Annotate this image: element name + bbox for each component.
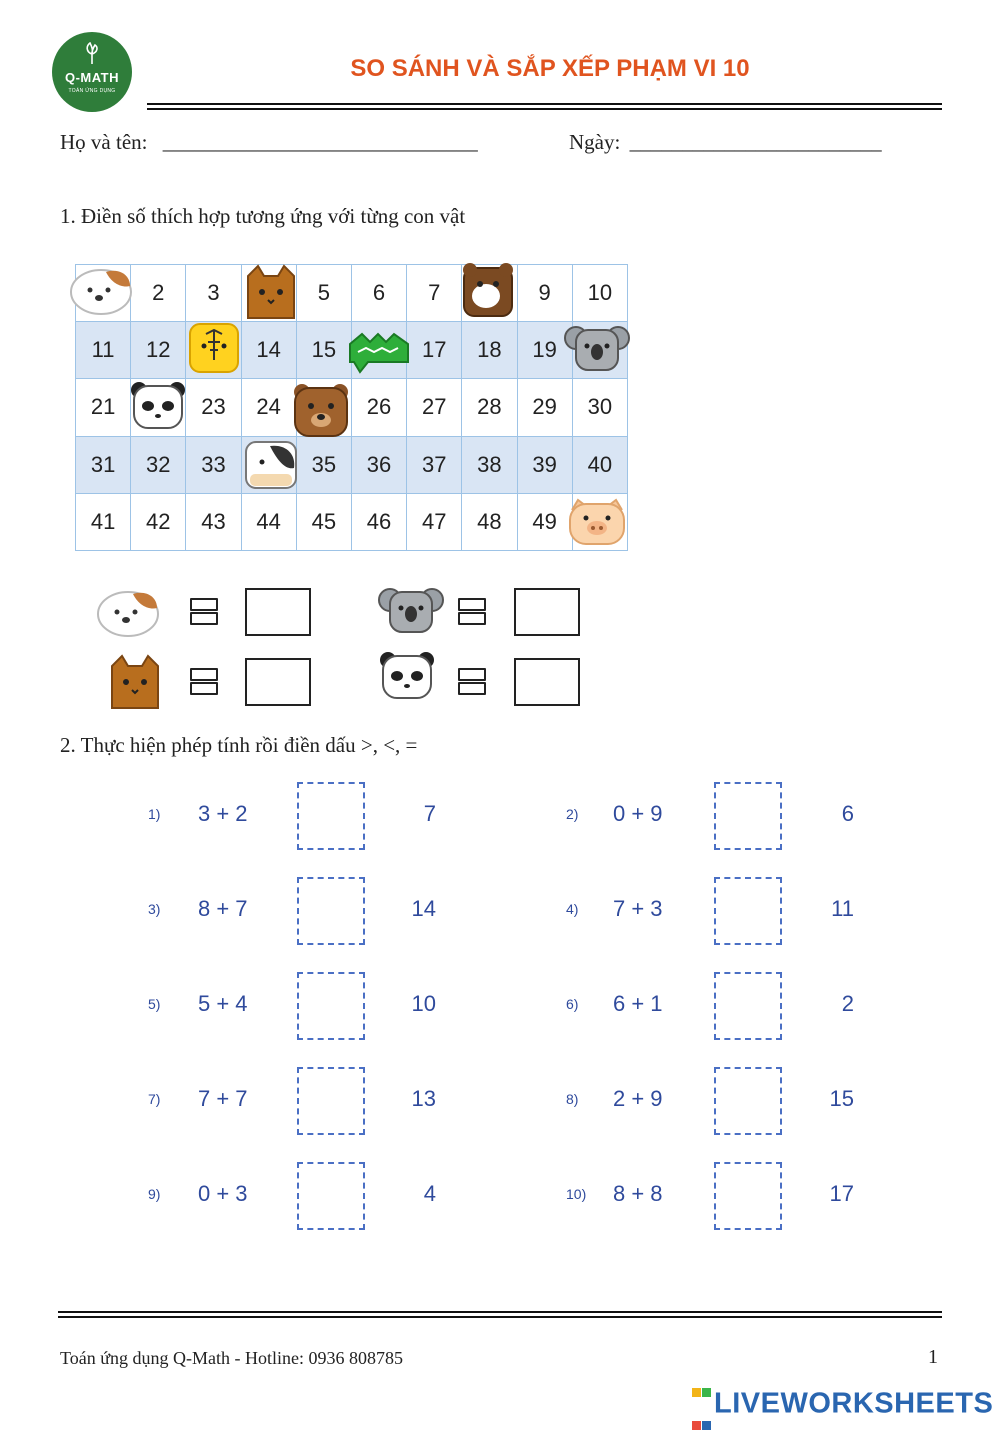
- problem-value: 6: [841, 801, 854, 826]
- sign-answer-box[interactable]: [297, 972, 365, 1040]
- header-rule-bottom: [147, 108, 942, 110]
- leaf-icon: [84, 42, 100, 64]
- grid-cell: 48: [462, 493, 517, 550]
- name-blank[interactable]: ______________________________: [162, 130, 478, 154]
- grid-cell: 26: [351, 379, 406, 436]
- q-math-logo: [52, 32, 132, 112]
- grid-cell: 30: [572, 379, 627, 436]
- problem-expression: 5 + 4: [198, 991, 248, 1016]
- grid-cell: 18: [462, 322, 517, 379]
- problem-value: 13: [411, 1086, 436, 1111]
- grid-cell: 9: [517, 265, 572, 322]
- problem-value: 14: [411, 896, 436, 921]
- date-blank[interactable]: ________________________: [629, 130, 882, 154]
- problem-label: 7): [148, 1091, 161, 1107]
- grid-cell: 24: [241, 379, 296, 436]
- grid-cell: 21: [76, 379, 131, 436]
- grid-cell: 28: [462, 379, 517, 436]
- grid-cell: 45: [296, 493, 351, 550]
- page-title: SO SÁNH VÀ SẮP XẾP PHẠM VI 10: [350, 55, 750, 82]
- match-answer-koala[interactable]: [514, 588, 580, 636]
- problem-value: 11: [831, 896, 854, 921]
- match-dog-icon: [94, 584, 162, 638]
- watermark-text: LIVEWORKSHEETS: [714, 1387, 994, 1420]
- grid-cell: 3: [186, 265, 241, 322]
- panda-icon: [130, 380, 186, 432]
- grid-cell: 23: [186, 379, 241, 436]
- problem-label: 4): [566, 901, 579, 917]
- problem-expression: 7 + 7: [198, 1086, 248, 1111]
- match-answer-cat[interactable]: [245, 658, 311, 706]
- cat-icon: [242, 262, 300, 320]
- grid-cell: 42: [131, 493, 186, 550]
- grid-cell: 31: [76, 436, 131, 493]
- problem-value: 4: [423, 1181, 436, 1206]
- sign-answer-box[interactable]: [297, 1067, 365, 1135]
- liveworksheets-watermark[interactable]: [692, 1372, 993, 1438]
- problem-expression: 2 + 9: [613, 1086, 663, 1111]
- problem-expression: 8 + 8: [613, 1181, 663, 1206]
- match-cat-icon: [106, 652, 164, 710]
- match-equals-4: [458, 668, 484, 694]
- grid-cell: 37: [407, 436, 462, 493]
- crocodile-icon: [348, 326, 410, 374]
- grid-cell: 29: [517, 379, 572, 436]
- sign-answer-box[interactable]: [714, 1162, 782, 1230]
- match-koala-icon: [378, 584, 444, 636]
- pig-icon: [566, 496, 628, 548]
- grid-cell: 49: [517, 493, 572, 550]
- sign-answer-box[interactable]: [714, 877, 782, 945]
- page-number: 1: [928, 1346, 938, 1368]
- date-label: Ngày:: [569, 130, 621, 154]
- problem-label: 6): [566, 996, 579, 1012]
- grid-cell: 17: [407, 322, 462, 379]
- logo-tagline: TOÁN ỨNG DỤNG: [68, 88, 116, 94]
- grid-cell: 32: [131, 436, 186, 493]
- problem-label: 3): [148, 901, 161, 917]
- grid-cell: 35: [296, 436, 351, 493]
- match-answer-panda[interactable]: [514, 658, 580, 706]
- problem-label: 5): [148, 996, 161, 1012]
- grid-cell: 47: [407, 493, 462, 550]
- grid-cell: 19: [517, 322, 572, 379]
- footer-rule-top: [58, 1311, 942, 1313]
- problem-expression: 6 + 1: [613, 991, 663, 1016]
- grid-cell: 36: [351, 436, 406, 493]
- problem-label: 1): [148, 806, 161, 822]
- sign-answer-box[interactable]: [297, 1162, 365, 1230]
- grid-row: [76, 493, 628, 550]
- grid-cell: 5: [296, 265, 351, 322]
- sign-answer-box[interactable]: [714, 1067, 782, 1135]
- liveworksheets-logo-icon: [692, 1372, 714, 1438]
- grid-cell: 40: [572, 436, 627, 493]
- logo-brand: Q-MATH: [64, 70, 120, 85]
- problem-label: 10): [566, 1186, 587, 1202]
- grid-cell: 38: [462, 436, 517, 493]
- problem-label: 2): [566, 806, 579, 822]
- grid-cell: 41: [76, 493, 131, 550]
- problem-expression: 0 + 9: [613, 801, 663, 826]
- header-rule-top: [147, 103, 942, 105]
- sign-answer-box[interactable]: [714, 782, 782, 850]
- bear-icon: [292, 382, 350, 438]
- grid-cell: 44: [241, 493, 296, 550]
- grid-cell: 46: [351, 493, 406, 550]
- sign-answer-box[interactable]: [297, 877, 365, 945]
- tiger-icon: [186, 320, 242, 376]
- koala-icon: [564, 322, 630, 374]
- match-panda-icon: [378, 650, 436, 702]
- grid-row: [76, 436, 628, 493]
- problem-value: 15: [829, 1086, 854, 1111]
- sign-answer-box[interactable]: [297, 782, 365, 850]
- name-line: [60, 130, 478, 155]
- date-line: [569, 130, 882, 155]
- grid-row: [76, 265, 628, 322]
- problem-label: 8): [566, 1091, 579, 1107]
- grid-cell: 43: [186, 493, 241, 550]
- exercise2-heading: 2. Thực hiện phép tính rồi điền dấu >, <, =: [60, 733, 418, 757]
- problem-label: 9): [148, 1186, 161, 1202]
- exercise1-heading: 1. Điền số thích hợp tương ứng với từng con vật: [60, 204, 466, 228]
- grid-cell: 39: [517, 436, 572, 493]
- problem-expression: 7 + 3: [613, 896, 663, 921]
- problem-value: 7: [423, 801, 436, 826]
- footer-rule-bottom: [58, 1316, 942, 1318]
- dog-icon: [68, 262, 134, 316]
- problem-value: 17: [829, 1181, 854, 1206]
- name-label: Họ và tên:: [60, 130, 148, 154]
- grid-cell: 14: [241, 322, 296, 379]
- sign-answer-box[interactable]: [714, 972, 782, 1040]
- grid-cell: 27: [407, 379, 462, 436]
- grid-cell: 6: [351, 265, 406, 322]
- bear-brown-icon: [460, 262, 516, 318]
- match-equals-1: [190, 598, 216, 624]
- grid-cell: 15: [296, 322, 351, 379]
- problem-expression: 3 + 2: [198, 801, 248, 826]
- grid-cell: 2: [131, 265, 186, 322]
- grid-cell: 33: [186, 436, 241, 493]
- grid-cell: 12: [131, 322, 186, 379]
- problem-value: 2: [841, 991, 854, 1016]
- match-equals-2: [458, 598, 484, 624]
- problem-value: 10: [411, 991, 436, 1016]
- footer-text: Toán ứng dụng Q-Math - Hotline: 0936 808785: [60, 1348, 403, 1368]
- grid-cell: 7: [407, 265, 462, 322]
- match-equals-3: [190, 668, 216, 694]
- cow-icon: [242, 436, 300, 492]
- grid-cell: 10: [572, 265, 627, 322]
- grid-cell: 11: [76, 322, 131, 379]
- match-answer-dog[interactable]: [245, 588, 311, 636]
- problem-expression: 8 + 7: [198, 896, 248, 921]
- problem-expression: 0 + 3: [198, 1181, 248, 1206]
